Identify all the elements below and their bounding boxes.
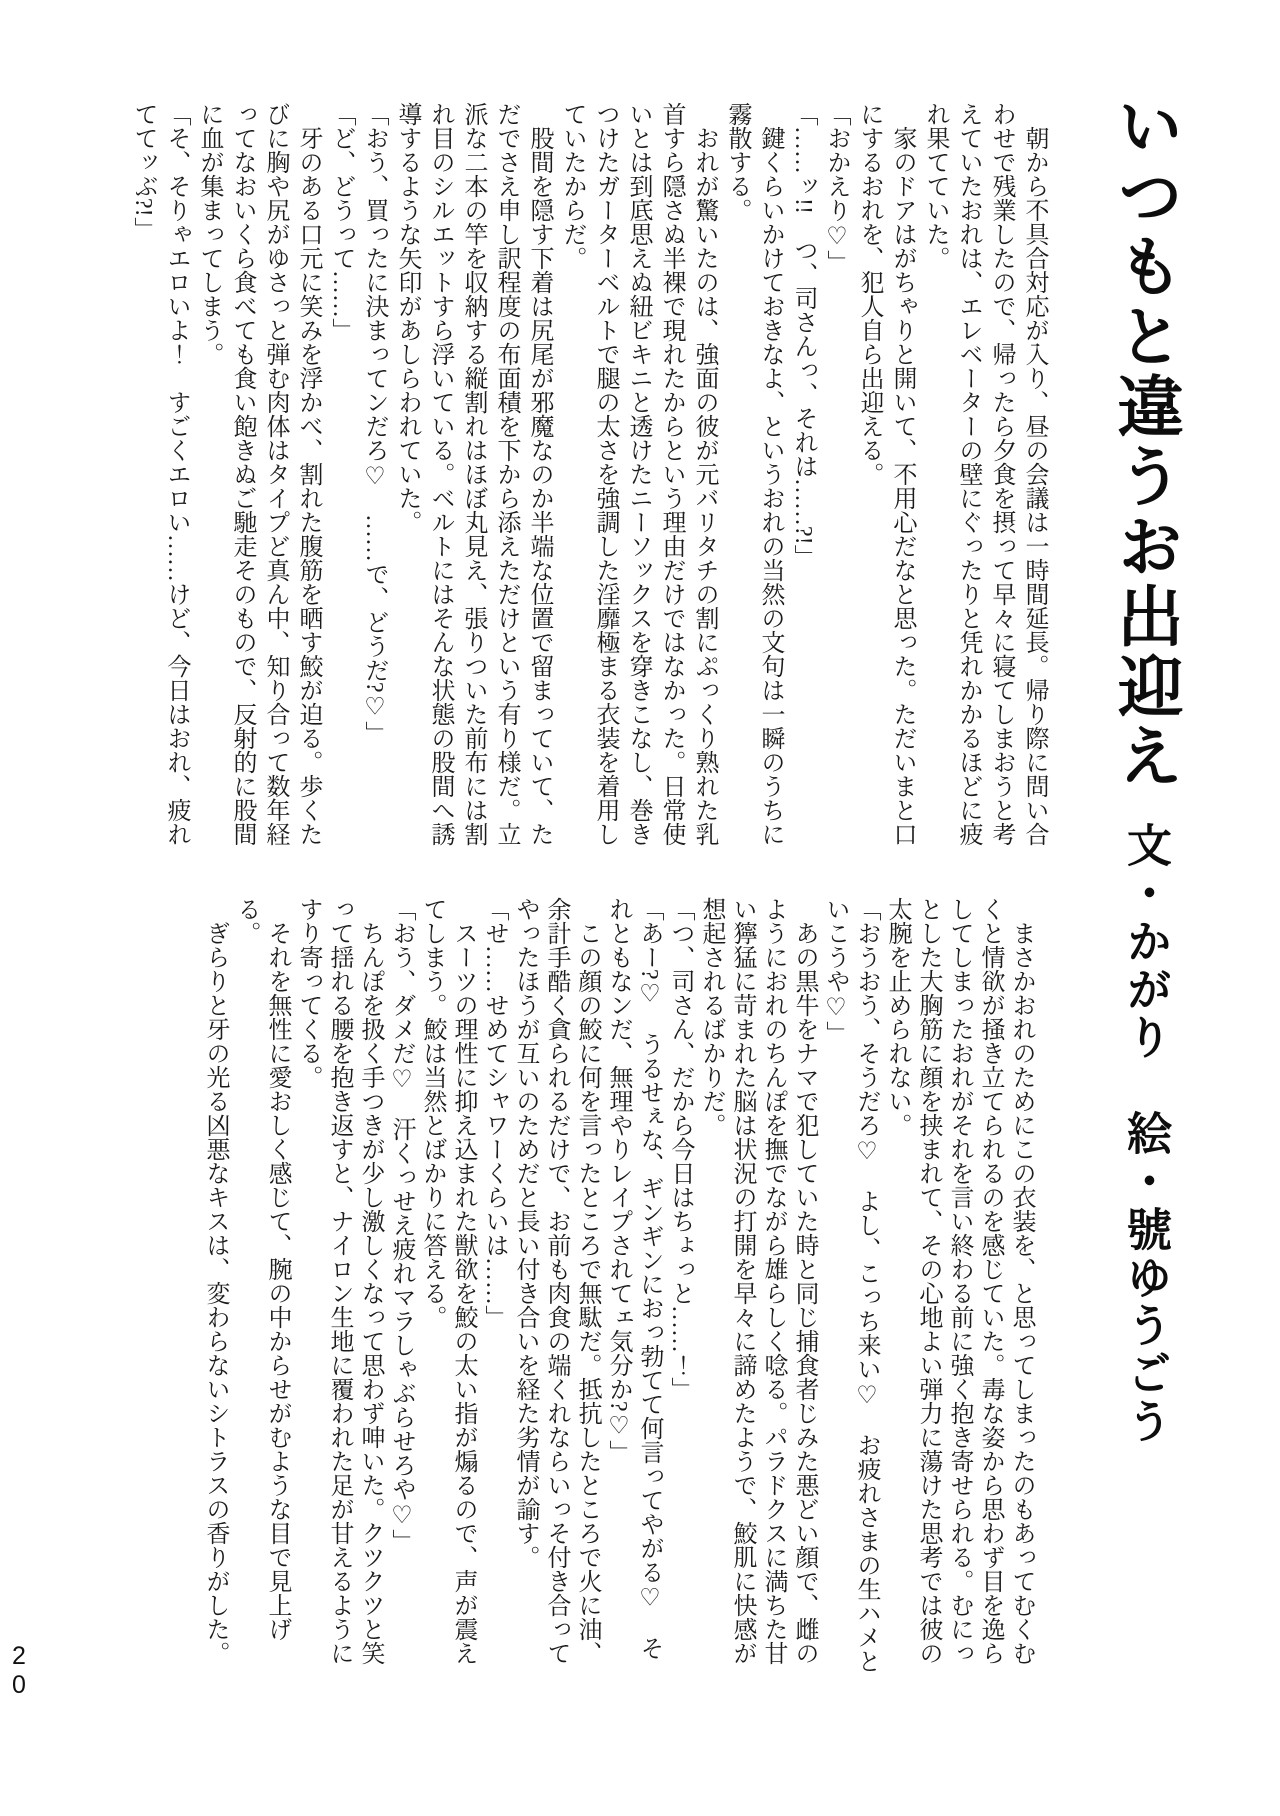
paragraph-narration: 股間を隠す下着は尻尾が邪魔なのか半端な位置で留まっていて、ただでさえ申し訳程度の布面積を下から添えただけという有り様だ。立派な二本の竿を収納する縦割れはほぼ丸見え、張りついた前布には割れ目のシルエットすら浮いている。ベルトにはそんな状態の股間へ誘導するような矢印があしらわれていた。	[394, 102, 552, 846]
paragraph-narration: 朝から不具合対応が入り、昼の会議は一時間延長。帰り際に問い合わせで残業したので、帰ったら夕食を摂って早々に寝てしまおうと考えていたおれは、エレベーターの壁にぐったりと凭れかかるほどに疲れ果てていた。	[922, 102, 1047, 846]
paragraph-narration: スーツの理性に抑え込まれた獣欲を鮫の太い指が煽るので、声が震えてしまう。鮫は当然とばかりに答える。	[419, 897, 476, 1665]
paragraph-dialogue: 「そ、そりゃエロいよ！ すごくエロい……けど、今日はおれ、疲れててッぶ?!」	[130, 102, 189, 846]
paragraph-dialogue: 「おう、買ったに決まってンだろ♡ ……で、どうだ?♡」	[361, 102, 387, 745]
paragraph-narration: 家のドアはがちゃりと開いて、不用心だなと思った。ただいまと口にするおれを、犯人自ら出迎える。	[856, 102, 915, 846]
paragraph-dialogue: 「……ッ!! つ、司さんっ、それは……?!」	[790, 102, 816, 569]
paragraph-narration: この顔の鮫に何を言ったところで無駄だ。抵抗したところで火に油、余計手酷く貪られるだけで、お前も肉食の端くれならいっそ付き合ってやったほうが互いのためだと長い付き合いを経た劣情が諭す。	[512, 897, 600, 1665]
paragraph-dialogue: 「つ、司さん、だから今日はちょっと……！」	[667, 897, 693, 1401]
paragraph-dialogue: 「おかえり♡」	[823, 102, 849, 274]
paragraph-narration: 鍵くらいかけておきなよ、というおれの当然の文句は一瞬のうちに霧散する。	[724, 102, 783, 846]
paragraph-dialogue: 「おうおう、そうだろ♡ よし、こっち来い♡ お疲れさまの生ハメといこうや♡」	[822, 897, 879, 1673]
paragraph-narration: ぎらりと牙の光る凶悪なキスは、変わらないシトラスの香りがした。	[202, 921, 228, 1665]
paragraph-narration: おれが驚いたのは、強面の彼が元バリタチの割にぷっくり熟れた乳首すら隠さぬ半裸で現れたからという理由だけではなかった。日常使いとは到底思えぬ紐ビキニと透けたニーソックスを穿きこなし、巻きつけたガーターベルトで腿の太さを強調した淫靡極まる衣装を着用していたからだ。	[559, 102, 717, 846]
paragraph-dialogue: 「せ……せめてシャワーくらいは……」	[481, 897, 507, 1329]
story-bottom-block	[152, 897, 1036, 1677]
paragraph-dialogue: 「あー?♡ うるせぇな、ギンギンにおっ勃てて何言ってやがる♡ それともなンだ、無理やりレイプされてェ気分か?♡」	[605, 897, 662, 1660]
paragraph-dialogue: 「おう、ダメだ♡ 汗くっせえ疲れマラしゃぶらせろや♡」	[388, 897, 414, 1553]
paragraph-narration: ちんぽを扱く手つきが少し激しくなって思わず呻いた。クツクツと笑って揺れる腰を抱き返すと、ナイロン生地に覆われた足が甘えるようにすり寄ってくる。	[295, 897, 383, 1665]
page-number: 20	[5, 1642, 33, 1700]
title-column	[1085, 92, 1195, 1712]
paragraph-narration: まさかおれのためにこの衣装を、と思ってしまったのもあってむくむくと情欲が掻き立てられるのを感じていた。毒な姿から思わず目を逸らしてしまったおれがそれを言い終わる前に強く抱き寄せられる。むにっとした大胸筋に顔を挟まれて、その心地よい弾力に蕩けた思考では彼の太腕を止められない。	[884, 897, 1034, 1665]
paragraph-narration: 牙のある口元に笑みを浮かべ、割れた腹筋を晒す鮫が迫る。歩くたびに胸や尻がゆさっと弾む肉体はタイプど真ん中、知り合って数年経ってなおいくら食べても食い飽きぬご馳走そのもので、反射的に股間に血が集まってしまう。	[196, 102, 321, 846]
page-title: いつもと違うお出迎え	[1108, 92, 1182, 792]
paragraph-narration: それを無性に愛おしく感じて、腕の中からせがむような目で見上げる。	[233, 897, 290, 1641]
paragraph-narration: あの黒牛をナマで犯していた時と同じ捕食者じみた悪どい顔で、雌のようにおれのちんぽを撫でながら雄らしく唸る。パラドクスに満ちた甘い獰猛に苛まれた脳は状況の打開を早々に諦めたようで、鮫肌に快感が想起されるばかりだ。	[698, 897, 817, 1665]
paragraph-dialogue: 「ど、どうって……」	[328, 102, 354, 342]
story-top-block	[118, 102, 1050, 852]
credits: 文・かがり 絵・號ゆうごう	[1120, 822, 1171, 1446]
